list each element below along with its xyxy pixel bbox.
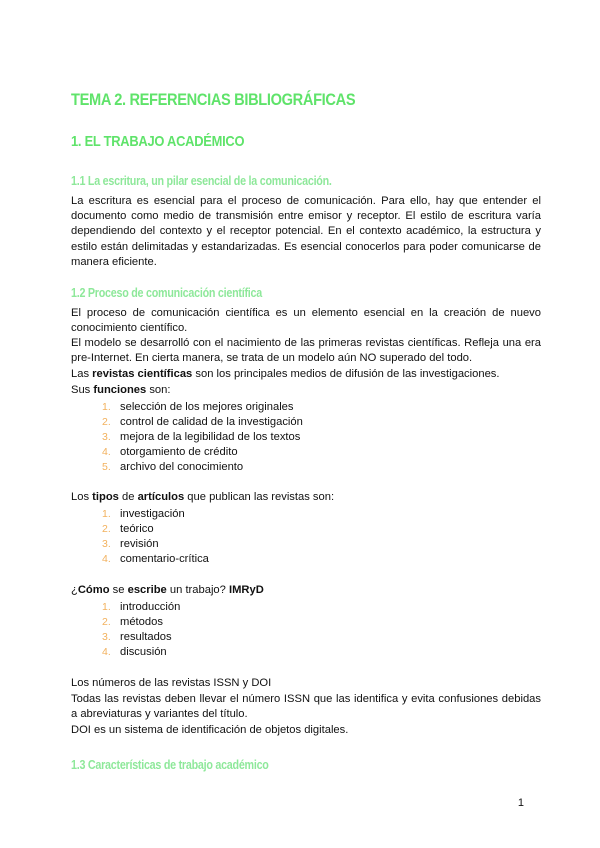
list-item xyxy=(71,522,541,537)
issn-title: Los números de las revistas ISSN y DOI xyxy=(71,677,272,689)
paragraph-revistas: Las revistas científicas son los principales medios de difusión de las investigaciones. xyxy=(71,368,500,380)
list-item-text: control de calidad de la investigación xyxy=(120,416,303,428)
list-item-number: 3. xyxy=(102,538,111,550)
list-item-number: 2. xyxy=(102,616,111,628)
list-item-text: investigación xyxy=(120,508,185,520)
list-item-number: 2. xyxy=(102,416,111,428)
issn-paragraph: Todas las revistas deben llevar el número ISSN que las identifica y evita confusiones debidas a abreviaturas y variantes del título. xyxy=(71,693,541,721)
list-item xyxy=(71,537,541,552)
list-item xyxy=(71,430,541,445)
list-item-text: selección de los mejores originales xyxy=(120,401,294,413)
list-item xyxy=(71,645,541,660)
subheading-1-1: 1.1 La escritura, un pilar esencial de la comunicación. xyxy=(71,174,332,188)
list-item-text: introducción xyxy=(120,601,181,613)
list-item-text: mejora de la legibilidad de los textos xyxy=(120,431,301,443)
paragraph-proceso: El proceso de comunicación científica es un elemento esencial en la creación de nuevo conocimiento científico. xyxy=(71,307,541,335)
paragraph-escritura: La escritura es esencial para el proceso de comunicación. Para ello, hay que entender el documento como medio de transmisión entre emisor y receptor. El estilo de escritura varía dependiendo del contexto y el receptor potencial. En el contexto académico, la estructura y estilo están delimitadas y estandarizadas. Es esencial conocerlos para poder comunicarse de manera eficiente. xyxy=(71,195,541,268)
list-item xyxy=(71,460,541,475)
tipos-list xyxy=(71,507,541,567)
list-item-number: 4. xyxy=(102,446,111,458)
list-item-text: discusión xyxy=(120,646,167,658)
list-item-text: teórico xyxy=(120,523,154,535)
list-item-text: revisión xyxy=(120,538,159,550)
list-item xyxy=(71,415,541,430)
list-item xyxy=(71,630,541,645)
list-item xyxy=(71,507,541,522)
imryd-list xyxy=(71,600,541,660)
list-item-text: otorgamiento de crédito xyxy=(120,446,238,458)
list-item xyxy=(71,552,541,567)
list-item xyxy=(71,615,541,630)
subheading-1-3: 1.3 Características de trabajo académico xyxy=(71,758,269,772)
page-number: 1 xyxy=(517,797,524,809)
list-item xyxy=(71,445,541,460)
list-item xyxy=(71,400,541,415)
paragraph-modelo: El modelo se desarrolló con el nacimiento de las primeras revistas científicas. Refleja una era pre-Internet. En cierta manera, se trata de un modelo aún NO superado del todo. xyxy=(71,337,541,365)
como-intro: ¿Cómo se escribe un trabajo? IMRyD xyxy=(71,584,264,596)
list-item-number: 4. xyxy=(102,553,111,565)
list-item-number: 2. xyxy=(102,523,111,535)
list-item-number: 1. xyxy=(102,401,111,413)
list-item-number: 5. xyxy=(102,461,111,473)
list-item-number: 3. xyxy=(102,431,111,443)
subheading-1-2: 1.2 Proceso de comunicación científica xyxy=(71,286,262,300)
tipos-intro: Los tipos de artículos que publican las revistas son: xyxy=(71,491,335,503)
page-title: TEMA 2. REFERENCIAS BIBLIOGRÁFICAS xyxy=(71,90,356,109)
funciones-list xyxy=(71,400,541,475)
list-item-text: resultados xyxy=(120,631,172,643)
list-item-number: 1. xyxy=(102,601,111,613)
funciones-intro: Sus funciones son: xyxy=(71,384,171,396)
list-item-number: 3. xyxy=(102,631,111,643)
list-item-number: 4. xyxy=(102,646,111,658)
list-item xyxy=(71,600,541,615)
doi-paragraph: DOI es un sistema de identificación de objetos digitales. xyxy=(71,724,349,736)
list-item-number: 1. xyxy=(102,508,111,520)
section-heading: 1. EL TRABAJO ACADÉMICO xyxy=(71,133,245,150)
list-item-text: archivo del conocimiento xyxy=(120,461,244,473)
list-item-text: métodos xyxy=(120,616,163,628)
list-item-text: comentario-crítica xyxy=(120,553,209,565)
